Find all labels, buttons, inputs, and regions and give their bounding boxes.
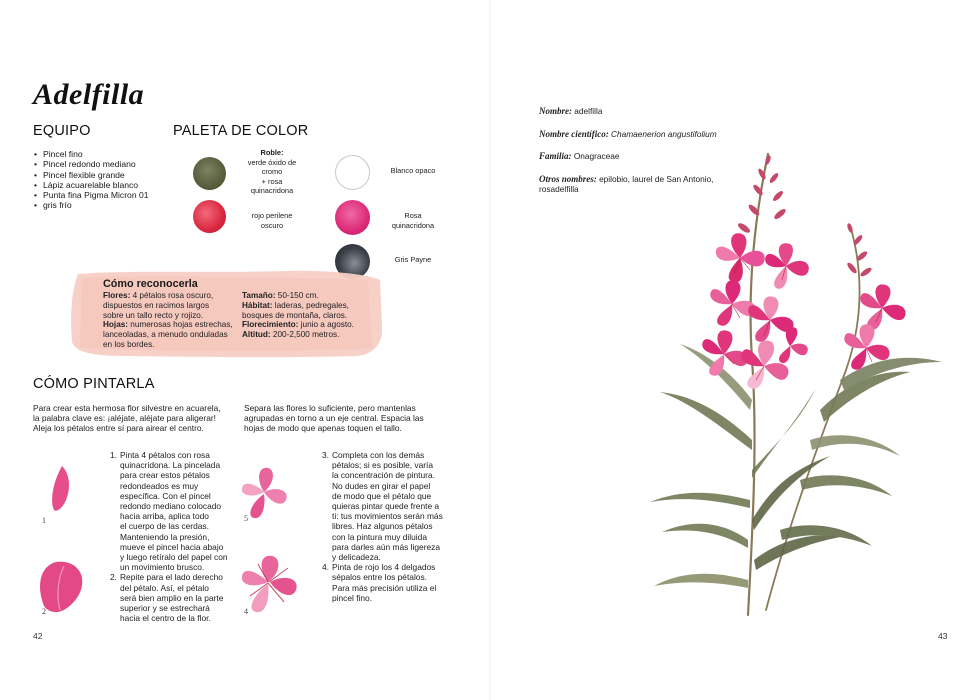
figure-number: 5 bbox=[244, 514, 248, 523]
recognize-value: numerosas hojas estrechas, bbox=[128, 320, 233, 330]
step-line: un movimiento brusco. bbox=[120, 562, 205, 573]
step-line: libres. Haz algunos pétalos bbox=[332, 521, 433, 532]
info-row-cientifico bbox=[539, 129, 759, 139]
step-line: sépalos entre los pétalos. bbox=[332, 572, 427, 583]
paleta-heading: PALETA DE COLOR bbox=[173, 123, 309, 139]
intro-line: Separa las flores lo suficiente, pero mantenlas bbox=[244, 403, 416, 413]
swatch-rojo-label bbox=[238, 211, 306, 230]
swatch-rojo-perilene bbox=[193, 200, 226, 233]
step-line: Manteniendo la presión, bbox=[120, 531, 210, 542]
step-line: Para más precisión utiliza el bbox=[332, 582, 437, 593]
info-value: Onagraceae bbox=[571, 151, 620, 162]
info-key: Otros nombres: bbox=[539, 174, 597, 185]
recognize-line bbox=[103, 311, 243, 321]
recognize-col2 bbox=[242, 291, 382, 340]
pintar-intro-2 bbox=[244, 403, 454, 434]
swatch-label-line: + rosa bbox=[261, 176, 283, 186]
swatch-rosa-quinacridona bbox=[335, 200, 370, 235]
figure-number: 4 bbox=[244, 607, 248, 616]
info-row-nombre bbox=[539, 106, 759, 116]
step-line: de modo que el pétalo que bbox=[332, 490, 432, 501]
step-line: será bien amplio en la parte bbox=[120, 592, 224, 603]
recognize-line bbox=[103, 301, 243, 311]
pintar-heading: CÓMO PINTARLA bbox=[33, 376, 155, 392]
info-key: Nombre: bbox=[539, 106, 572, 116]
step-line: Completa con los demás bbox=[332, 450, 425, 460]
equipo-item: • Pincel redondo mediano bbox=[43, 159, 173, 169]
intro-line: la palabra clave es: ¡aléjate, aléjate para aligerar! bbox=[33, 413, 216, 424]
recognize-line bbox=[103, 330, 243, 340]
step-line: la concentración de pintura. bbox=[332, 470, 435, 481]
info-key: Nombre científico: bbox=[539, 128, 609, 139]
recognize-line bbox=[103, 320, 243, 330]
step-line: redondo mediano colocado bbox=[120, 501, 222, 512]
step-line: ti: tus movimientos serán más bbox=[332, 511, 443, 522]
equipo-item: • Pincel fino bbox=[43, 149, 173, 159]
recognize-value: en los bordes. bbox=[103, 339, 155, 349]
recognize-line bbox=[242, 330, 382, 340]
equipo-list bbox=[33, 149, 173, 211]
step-line: y luego retíralo del papel con bbox=[120, 552, 228, 563]
equipo-item: • Lápiz acuarelable blanco bbox=[43, 180, 173, 190]
step-line: del pétalo. Así, el pétalo bbox=[120, 582, 209, 593]
step-line: redondeados es muy bbox=[120, 480, 199, 491]
book-gutter bbox=[489, 0, 491, 700]
recognize-line bbox=[103, 291, 243, 301]
swatch-gris-label: Gris Payne bbox=[394, 255, 432, 264]
recognize-value: bosques de montaña, claros. bbox=[242, 310, 348, 320]
recognize-line bbox=[242, 291, 382, 301]
swatch-label-line: quinacridona bbox=[391, 220, 435, 230]
swatch-blanco-opaco bbox=[335, 155, 370, 190]
swatch-label-line: cromo bbox=[261, 167, 283, 177]
pintar-intro-1 bbox=[33, 403, 243, 434]
step-line: quinacridona. La pincelada bbox=[120, 460, 221, 471]
swatch-label-line: Roble: bbox=[260, 148, 284, 157]
page-number-right: 43 bbox=[938, 631, 948, 641]
step-item bbox=[322, 450, 452, 562]
swatch-label-line: rojo perilene bbox=[251, 211, 293, 220]
recognize-line bbox=[242, 311, 382, 321]
step-line: quieras pintar quede frente a bbox=[332, 501, 440, 512]
info-value: rosadelfilla bbox=[539, 184, 579, 195]
recognize-line bbox=[103, 340, 243, 350]
equipo-item: • Pincel flexible grande bbox=[43, 170, 173, 180]
step-line: No dudes en girar el papel bbox=[332, 480, 431, 491]
recognize-value: lanceoladas, a menudo onduladas bbox=[103, 330, 228, 340]
step-line: para crear estos pétalos bbox=[120, 470, 210, 481]
recognize-col1 bbox=[103, 291, 243, 350]
equipo-heading: EQUIPO bbox=[33, 123, 91, 139]
equipo-item: • Punta fina Pigma Micron 01 bbox=[43, 190, 173, 200]
recognize-value: 4 pétalos rosa oscuro, bbox=[130, 291, 214, 300]
recognize-key: Hábitat: bbox=[242, 300, 273, 310]
step-number: 4. bbox=[322, 562, 329, 573]
recognize-key: Hojas: bbox=[103, 320, 129, 330]
step-line: para darles aún más ligereza bbox=[332, 541, 441, 552]
swatch-blanco-label: Blanco opaco bbox=[390, 166, 436, 175]
step-number: 1. bbox=[110, 450, 117, 460]
step-line: y delicadeza. bbox=[332, 552, 381, 563]
info-value: epilobio, laurel de San Antonio, bbox=[596, 174, 714, 185]
recognize-value: laderas, pedregales, bbox=[272, 300, 349, 310]
recognize-value: 200-2,500 metros. bbox=[270, 330, 340, 340]
figure-number: 2 bbox=[42, 607, 46, 616]
step-line: Pinta de rojo los 4 delgados bbox=[332, 562, 436, 573]
info-value: adelfilla bbox=[572, 106, 603, 116]
step-line: específica. Con el pincel bbox=[120, 490, 211, 501]
step-line: superior y se estrechará bbox=[120, 603, 210, 614]
recognize-key: Tamaño: bbox=[242, 291, 276, 300]
step-item bbox=[110, 450, 240, 572]
step-number: 2. bbox=[110, 572, 117, 583]
step-line: mueve el pincel hacia abajo bbox=[120, 541, 224, 552]
step-line: Pinta 4 pétalos con rosa bbox=[120, 450, 210, 460]
recognize-key: Altitud: bbox=[242, 330, 271, 340]
step-line: pincel fino. bbox=[332, 592, 373, 603]
step-item bbox=[322, 562, 452, 603]
recognize-line bbox=[242, 301, 382, 311]
intro-line: agrupadas en torno a un eje central. Espacia las bbox=[244, 413, 424, 424]
swatch-roble bbox=[193, 157, 226, 190]
steps-right bbox=[322, 450, 452, 603]
info-value: Chamaenerion angustifolium bbox=[608, 128, 717, 139]
equipo-item-cont bbox=[43, 200, 173, 210]
petal-step-1-illustration bbox=[40, 462, 80, 528]
step-line: hacia arriba, aplica todo bbox=[120, 511, 209, 522]
swatch-label-line: verde óxido de bbox=[247, 157, 297, 167]
recognize-key: Flores: bbox=[103, 291, 131, 300]
swatch-label-line: oscuro bbox=[260, 220, 284, 230]
recognize-key: Florecimiento: bbox=[242, 320, 299, 330]
swatch-label-line: quinacridona bbox=[250, 186, 294, 196]
intro-line: Para crear esta hermosa flor silvestre en acuarela, bbox=[33, 403, 221, 413]
equipo-item-text: gris frío bbox=[43, 200, 72, 211]
recognize-value: 50-150 cm. bbox=[275, 291, 319, 300]
swatch-roble-label bbox=[238, 148, 306, 196]
info-key: Familia: bbox=[539, 151, 572, 162]
step-line: con la pintura muy diluida bbox=[332, 531, 427, 542]
figure-number: 1 bbox=[42, 516, 46, 525]
recognize-heading: Cómo reconocerla bbox=[103, 278, 198, 290]
page-title: Adelfilla bbox=[33, 78, 145, 111]
step-number: 3. bbox=[322, 450, 329, 460]
step-line: Repite para el lado derecho bbox=[120, 572, 223, 583]
recognize-value: sobre un tallo recto y rojizo. bbox=[103, 310, 204, 320]
step-line: pétalos; si es posible, varía bbox=[332, 460, 434, 471]
page-number-left: 42 bbox=[33, 631, 43, 641]
step-line: el cuerpo de las cerdas. bbox=[120, 521, 209, 532]
recognize-value: dispuestos en racimos largos bbox=[103, 300, 210, 310]
swatch-rosa-label bbox=[380, 211, 446, 230]
recognize-line bbox=[242, 320, 382, 330]
steps-left bbox=[110, 450, 240, 623]
recognize-value: junio a agosto. bbox=[298, 320, 354, 330]
fireweed-illustration bbox=[640, 140, 960, 630]
step-line: hacia el centro de la flor. bbox=[120, 613, 211, 624]
intro-line: hojas de modo que apenas toquen el tallo. bbox=[244, 423, 402, 434]
intro-line: Aleja los pétalos entre sí para airear el centro. bbox=[33, 423, 204, 434]
swatch-label-line: Rosa bbox=[404, 211, 422, 220]
step-item bbox=[110, 572, 240, 623]
